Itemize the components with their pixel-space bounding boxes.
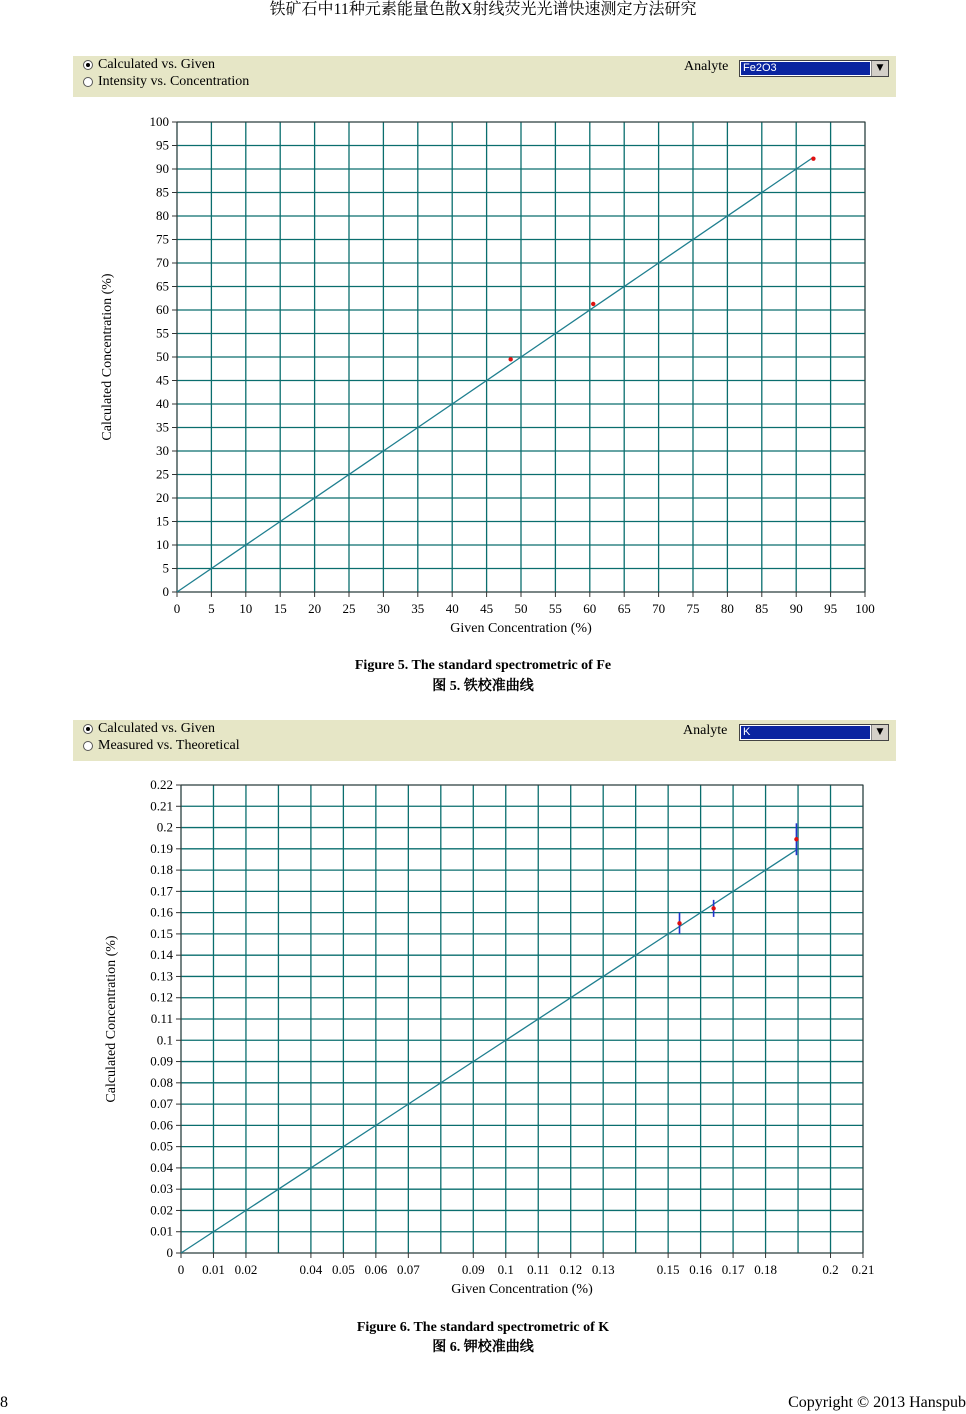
y-tick-label: 15 <box>156 513 169 529</box>
x-tick-label: 0.18 <box>754 1262 777 1277</box>
y-tick-label: 0 <box>166 1245 173 1260</box>
x-tick-label: 0.1 <box>497 1262 514 1277</box>
y-tick-label: 30 <box>156 443 169 458</box>
y-tick-label: 0.02 <box>150 1202 173 1218</box>
analyte-value: Fe2O3 <box>741 62 870 75</box>
x-tick-label: 0.01 <box>202 1262 225 1277</box>
y-tick-label: 65 <box>156 278 169 294</box>
radio-calculated-vs-given[interactable] <box>83 57 215 73</box>
plot-options-panel-fe <box>73 56 896 97</box>
x-tick-label: 0.17 <box>721 1262 745 1277</box>
y-tick-label: 85 <box>156 184 169 200</box>
copyright: Copyright © 2013 Hanspub <box>788 1394 966 1411</box>
y-tick-label: 0.19 <box>150 840 173 856</box>
y-tick-label: 5 <box>162 560 169 576</box>
x-axis-label: Given Concentration (%) <box>450 621 592 636</box>
x-tick-label: 65 <box>617 601 631 616</box>
y-tick-label: 75 <box>156 231 169 247</box>
x-tick-label: 85 <box>755 601 769 616</box>
data-point <box>794 837 798 841</box>
y-tick-label: 35 <box>156 419 169 435</box>
x-tick-label: 0.05 <box>332 1262 355 1277</box>
y-tick-label: 0.18 <box>150 862 173 878</box>
y-tick-label: 55 <box>156 325 169 341</box>
figure-6-caption-en: Figure 6. The standard spectrometric of K <box>356 1320 610 1335</box>
y-tick-label: 80 <box>156 208 169 223</box>
y-tick-label: 0 <box>162 584 169 599</box>
figure-5-caption-en: Figure 5. The standard spectrometric of Fe <box>354 658 612 673</box>
x-tick-label: 0.15 <box>656 1262 680 1277</box>
x-tick-label: 40 <box>445 601 459 616</box>
x-tick-label: 95 <box>824 601 838 616</box>
x-tick-label: 0.06 <box>364 1262 388 1277</box>
x-tick-label: 60 <box>583 601 597 616</box>
x-tick-label: 70 <box>652 601 666 616</box>
x-tick-label: 75 <box>686 601 700 616</box>
y-tick-label: 50 <box>156 349 169 364</box>
y-tick-label: 10 <box>156 537 169 552</box>
x-axis-label: Given Concentration (%) <box>451 1282 593 1297</box>
radio-button[interactable] <box>83 741 93 751</box>
radio-calculated-vs-given[interactable] <box>83 721 215 737</box>
radio-button[interactable] <box>83 77 93 87</box>
x-tick-label: 90 <box>789 601 803 616</box>
y-tick-label: 100 <box>149 114 169 129</box>
x-tick-label: 35 <box>411 601 425 616</box>
x-tick-label: 50 <box>514 601 528 616</box>
data-point <box>508 357 512 361</box>
running-header: 铁矿石中11种元素能量色散X射线荧光光谱快速测定方法研究 <box>269 1 697 18</box>
y-tick-label: 0.05 <box>150 1138 173 1154</box>
data-point <box>711 906 715 910</box>
radio-button-selected[interactable] <box>83 60 93 70</box>
y-tick-label: 25 <box>156 466 169 482</box>
radio-label: Measured vs. Theoretical <box>98 738 240 753</box>
x-tick-label: 30 <box>376 601 390 616</box>
x-tick-label: 0.2 <box>822 1262 839 1277</box>
x-tick-label: 0 <box>173 601 181 616</box>
x-tick-label: 45 <box>480 601 494 616</box>
x-tick-label: 15 <box>273 601 287 616</box>
k-calibration-chart <box>0 760 966 1320</box>
page-number: 8 <box>0 1394 8 1411</box>
radio-measured-vs-theoretical[interactable] <box>83 738 240 754</box>
x-tick-label: 0.07 <box>396 1262 420 1277</box>
y-tick-label: 0.1 <box>156 1032 173 1048</box>
figure-6-caption-cn: 图 6. 钾校准曲线 <box>432 1340 534 1355</box>
y-tick-label: 0.03 <box>150 1181 173 1197</box>
y-axis-label: Calculated Concentration (%) <box>100 273 115 441</box>
x-tick-label: 0.13 <box>591 1262 615 1277</box>
radio-label: Intensity vs. Concentration <box>98 74 250 89</box>
x-tick-label: 0.04 <box>299 1262 323 1277</box>
y-tick-label: 40 <box>156 396 169 411</box>
plot-options-panel-k <box>73 720 896 761</box>
y-tick-label: 0.16 <box>150 904 173 920</box>
y-tick-label: 0.07 <box>150 1096 173 1112</box>
y-tick-label: 0.06 <box>150 1117 173 1133</box>
y-tick-label: 0.21 <box>150 798 173 814</box>
x-tick-label: 0.02 <box>234 1262 258 1277</box>
y-tick-label: 0.17 <box>150 883 173 899</box>
x-tick-label: 0.16 <box>689 1262 712 1277</box>
chevron-down-icon[interactable]: ▼ <box>871 725 888 740</box>
radio-intensity-vs-concentration[interactable] <box>83 74 249 90</box>
x-tick-label: 80 <box>720 601 734 616</box>
y-tick-label: 0.13 <box>150 968 173 984</box>
y-tick-label: 60 <box>156 302 169 317</box>
x-tick-label: 25 <box>342 601 356 616</box>
y-axis-label: Calculated Concentration (%) <box>104 935 119 1103</box>
radio-label: Calculated vs. Given <box>98 721 216 736</box>
fe-calibration-chart <box>0 100 966 690</box>
y-tick-label: 45 <box>156 372 169 388</box>
y-tick-label: 0.14 <box>150 947 173 963</box>
y-tick-label: 0.2 <box>156 819 173 835</box>
x-tick-label: 0.21 <box>851 1262 875 1277</box>
radio-button-selected[interactable] <box>83 724 93 734</box>
y-tick-label: 0.12 <box>150 989 173 1005</box>
analyte-label: Analyte <box>684 59 729 74</box>
y-tick-label: 0.11 <box>150 1011 173 1026</box>
x-tick-label: 5 <box>208 601 215 616</box>
y-tick-label: 20 <box>156 490 169 505</box>
chevron-down-icon[interactable]: ▼ <box>871 61 888 76</box>
analyte-select[interactable] <box>739 60 889 77</box>
analyte-value: K <box>741 726 870 739</box>
x-tick-label: 0.12 <box>559 1262 583 1277</box>
analyte-label: Analyte <box>683 723 728 738</box>
y-tick-label: 70 <box>156 255 169 270</box>
y-tick-label: 0.09 <box>150 1053 173 1069</box>
data-point <box>811 156 815 160</box>
data-point <box>677 921 681 925</box>
analyte-select[interactable] <box>739 724 889 741</box>
y-tick-label: 0.08 <box>150 1074 173 1090</box>
x-tick-label: 55 <box>548 601 562 616</box>
data-point <box>591 302 595 306</box>
x-tick-label: 0.09 <box>461 1262 485 1277</box>
x-tick-label: 20 <box>308 601 322 616</box>
y-tick-label: 0.15 <box>150 925 173 941</box>
y-tick-label: 95 <box>156 137 169 153</box>
radio-label: Calculated vs. Given <box>98 57 216 72</box>
figure-5-caption-cn: 图 5. 铁校准曲线 <box>432 679 534 694</box>
x-tick-label: 10 <box>239 601 253 616</box>
x-tick-label: 0.11 <box>527 1262 550 1277</box>
y-tick-label: 0.22 <box>150 777 173 792</box>
y-tick-label: 0.04 <box>150 1159 173 1175</box>
x-tick-label: 100 <box>855 601 875 616</box>
y-tick-label: 90 <box>156 161 169 176</box>
y-tick-label: 0.01 <box>150 1223 173 1239</box>
x-tick-label: 0 <box>177 1262 185 1277</box>
